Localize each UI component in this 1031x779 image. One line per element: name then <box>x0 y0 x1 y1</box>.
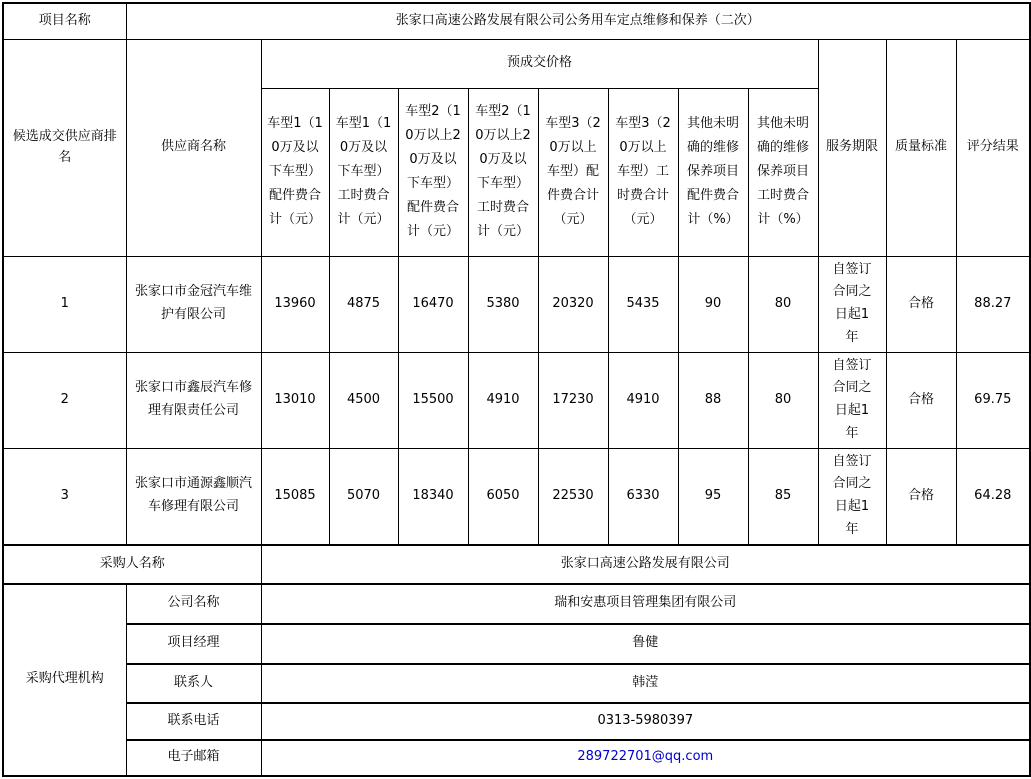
price-cell: 95 <box>678 448 748 545</box>
score-header: 评分结果 <box>956 39 1030 256</box>
price-cell: 4910 <box>608 352 678 448</box>
price-cell: 85 <box>748 448 818 545</box>
price-col-header-3: 车型2（10万以上20万及以下车型）配件费合计（元） <box>398 88 468 256</box>
price-group-header: 预成交价格 <box>261 39 818 88</box>
rank-cell: 3 <box>3 448 126 545</box>
procurement-result-table <box>2 2 1031 777</box>
price-col-header-4: 车型2（10万以上20万及以下车型）工时费合计（元） <box>468 88 538 256</box>
agency-phone-value: 0313-5980397 <box>261 703 1030 740</box>
header-group-row <box>3 39 1030 88</box>
price-cell: 5380 <box>468 256 538 352</box>
project-name-label: 项目名称 <box>3 3 126 39</box>
agency-manager-value: 鲁健 <box>261 624 1030 664</box>
supplier-name-cell: 张家口市鑫辰汽车修理有限责任公司 <box>126 352 261 448</box>
price-cell: 90 <box>678 256 748 352</box>
agency-row-contact <box>3 664 1030 703</box>
purchaser-row <box>3 545 1030 584</box>
price-col-header-8: 其他未明确的维修保养项目工时费合计（%） <box>748 88 818 256</box>
agency-email-cell <box>261 740 1030 776</box>
agency-company-value: 瑞和安惠项目管理集团有限公司 <box>261 584 1030 624</box>
rank-cell: 1 <box>3 256 126 352</box>
price-col-header-5: 车型3（20万以上车型）配件费合计（元） <box>538 88 608 256</box>
service-period-cell: 自签订合同之日起1年 <box>818 448 886 545</box>
agency-company-label: 公司名称 <box>126 584 261 624</box>
project-name-row <box>3 3 1030 39</box>
score-cell: 88.27 <box>956 256 1030 352</box>
price-cell: 20320 <box>538 256 608 352</box>
price-cell: 6330 <box>608 448 678 545</box>
quality-cell: 合格 <box>886 256 956 352</box>
price-cell: 6050 <box>468 448 538 545</box>
agency-phone-label: 联系电话 <box>126 703 261 740</box>
price-cell: 18340 <box>398 448 468 545</box>
price-cell: 13010 <box>261 352 329 448</box>
quality-header: 质量标准 <box>886 39 956 256</box>
price-col-header-1: 车型1（10万及以下车型）配件费合计（元） <box>261 88 329 256</box>
price-col-header-6: 车型3（20万以上车型）工时费合计（元） <box>608 88 678 256</box>
agency-row-email <box>3 740 1030 776</box>
price-cell: 13960 <box>261 256 329 352</box>
service-period-cell: 自签订合同之日起1年 <box>818 256 886 352</box>
rank-cell: 2 <box>3 352 126 448</box>
agency-row-phone <box>3 703 1030 740</box>
price-cell: 80 <box>748 352 818 448</box>
supplier-name-cell: 张家口市通源鑫顺汽车修理有限公司 <box>126 448 261 545</box>
agency-manager-label: 项目经理 <box>126 624 261 664</box>
agency-row-company <box>3 584 1030 624</box>
price-cell: 4500 <box>329 352 398 448</box>
supplier-row-1 <box>3 256 1030 352</box>
agency-email-label: 电子邮箱 <box>126 740 261 776</box>
service-header: 服务期限 <box>818 39 886 256</box>
price-cell: 17230 <box>538 352 608 448</box>
price-cell: 88 <box>678 352 748 448</box>
quality-cell: 合格 <box>886 448 956 545</box>
price-cell: 4875 <box>329 256 398 352</box>
price-cell: 80 <box>748 256 818 352</box>
supplier-row-2 <box>3 352 1030 448</box>
price-col-header-2: 车型1（10万及以下车型）工时费合计（元） <box>329 88 398 256</box>
price-cell: 16470 <box>398 256 468 352</box>
price-cell: 15085 <box>261 448 329 545</box>
purchaser-label: 采购人名称 <box>3 545 261 584</box>
score-cell: 69.75 <box>956 352 1030 448</box>
price-col-header-7: 其他未明确的维修保养项目配件费合计（%） <box>678 88 748 256</box>
rank-header: 候选成交供应商排名 <box>3 39 126 256</box>
purchaser-value: 张家口高速公路发展有限公司 <box>261 545 1030 584</box>
price-cell: 4910 <box>468 352 538 448</box>
price-cell: 5435 <box>608 256 678 352</box>
supplier-row-3 <box>3 448 1030 545</box>
email-link[interactable]: 289722701@qq.com <box>577 749 714 765</box>
agency-contact-value: 韩滢 <box>261 664 1030 703</box>
agency-row-manager <box>3 624 1030 664</box>
service-period-cell: 自签订合同之日起1年 <box>818 352 886 448</box>
supplier-name-cell: 张家口市金冠汽车维护有限公司 <box>126 256 261 352</box>
agency-contact-label: 联系人 <box>126 664 261 703</box>
score-cell: 64.28 <box>956 448 1030 545</box>
price-cell: 15500 <box>398 352 468 448</box>
price-cell: 22530 <box>538 448 608 545</box>
agency-label: 采购代理机构 <box>3 584 126 776</box>
supplier-header: 供应商名称 <box>126 39 261 256</box>
price-cell: 5070 <box>329 448 398 545</box>
project-name-value: 张家口高速公路发展有限公司公务用车定点维修和保养（二次） <box>126 3 1030 39</box>
quality-cell: 合格 <box>886 352 956 448</box>
